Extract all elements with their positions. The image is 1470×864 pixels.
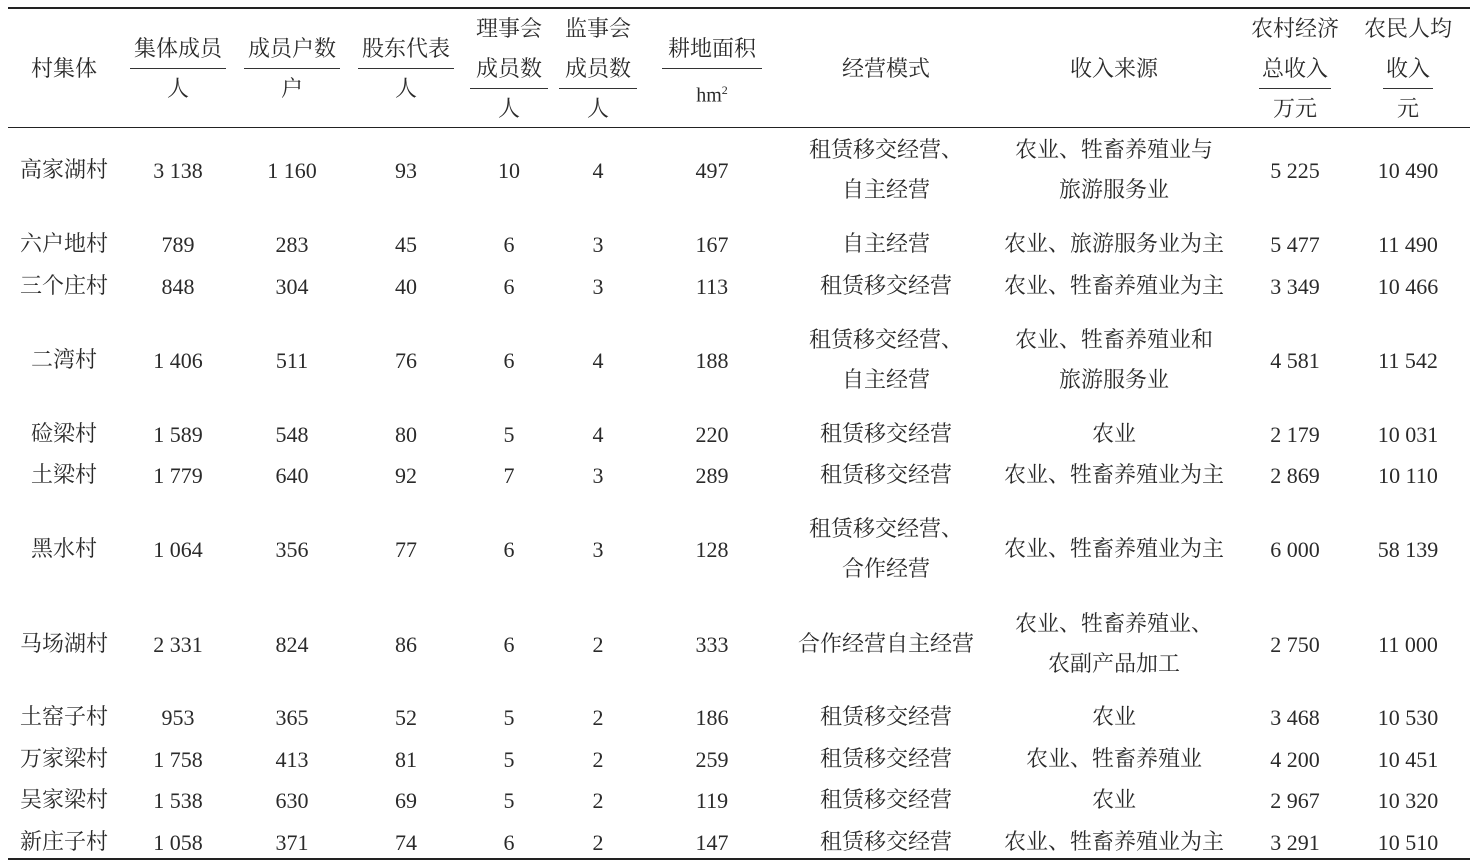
cell-mode: 自主经营 — [841, 232, 930, 257]
cell-mode: 租赁移交经营 — [819, 747, 952, 772]
cell-village: 土窑子村 — [19, 705, 108, 730]
cell-members: 2 331 — [153, 632, 203, 657]
cell-supervisors: 4 — [592, 348, 604, 373]
cell-econ: 3 468 — [1270, 705, 1320, 730]
cell-percap: 11 490 — [1378, 232, 1438, 257]
header-land: 耕地面积 — [667, 37, 756, 62]
cell-income: 农业、牲畜养殖业为主 — [1003, 537, 1224, 562]
header-percap-unit-rule — [1383, 88, 1433, 89]
header-percap-line2: 收入 — [1385, 57, 1430, 82]
cell-percap: 10 490 — [1377, 158, 1439, 183]
cell-reps: 92 — [395, 463, 417, 488]
cell-income: 农业、牲畜养殖业和 — [1014, 328, 1213, 353]
cell-income: 农副产品加工 — [1047, 652, 1180, 677]
cell-village: 三个庄村 — [19, 274, 108, 299]
header-land-unit-rule — [662, 68, 762, 69]
cell-supervisors: 2 — [592, 747, 604, 772]
cell-percap: 10 031 — [1377, 422, 1439, 447]
cell-income: 农业 — [1091, 705, 1136, 730]
cell-village: 黑水村 — [30, 537, 97, 562]
header-members: 集体成员 — [133, 37, 222, 62]
cell-mode: 租赁移交经营 — [819, 463, 952, 488]
header-households-unit: 户 — [280, 77, 303, 102]
cell-households: 371 — [275, 830, 309, 855]
cell-council: 5 — [503, 705, 515, 730]
cell-reps: 40 — [395, 274, 417, 299]
cell-income: 农业、牲畜养殖业为主 — [1003, 463, 1224, 488]
cell-income: 农业、牲畜养殖业、 — [1014, 612, 1213, 637]
cell-supervisors: 2 — [592, 830, 604, 855]
cell-mode: 租赁移交经营、 — [808, 328, 963, 353]
cell-percap: 11 000 — [1378, 632, 1438, 657]
cell-reps: 74 — [395, 830, 417, 855]
cell-members: 1 589 — [153, 422, 203, 447]
cell-land: 128 — [695, 537, 729, 562]
cell-households: 1 160 — [267, 158, 317, 183]
cell-households: 283 — [275, 232, 309, 257]
header-supervisors-unit-rule — [559, 88, 637, 89]
cell-council: 6 — [503, 348, 515, 373]
header-econ-unit-rule — [1259, 88, 1331, 89]
header-supervisors: 监事会 — [564, 17, 631, 42]
cell-income: 农业 — [1091, 788, 1136, 813]
cell-supervisors: 4 — [592, 422, 604, 447]
cell-mode: 自主经营 — [841, 368, 930, 393]
cell-supervisors: 3 — [592, 537, 604, 562]
cell-members: 1 064 — [153, 537, 203, 562]
cell-supervisors: 2 — [592, 705, 604, 730]
cell-village: 马场湖村 — [19, 632, 108, 657]
cell-econ: 2 967 — [1270, 788, 1320, 813]
cell-land: 147 — [695, 830, 729, 855]
cell-households: 548 — [275, 422, 309, 447]
cell-reps: 80 — [395, 422, 417, 447]
cell-reps: 86 — [395, 632, 417, 657]
header-supervisors-line2: 成员数 — [564, 57, 631, 82]
cell-reps: 76 — [395, 348, 417, 373]
cell-percap: 10 466 — [1377, 274, 1439, 299]
cell-reps: 45 — [395, 232, 417, 257]
cell-reps: 77 — [395, 537, 417, 562]
cell-supervisors: 3 — [592, 232, 604, 257]
header-econ-line2: 总收入 — [1261, 57, 1328, 82]
cell-mode: 自主经营 — [841, 178, 930, 203]
cell-members: 1 779 — [153, 463, 203, 488]
header-reps-unit: 人 — [394, 77, 417, 102]
cell-econ: 6 000 — [1270, 537, 1320, 562]
cell-income: 农业、牲畜养殖业与 — [1014, 138, 1213, 163]
cell-mode: 租赁移交经营 — [819, 422, 952, 447]
cell-econ: 3 291 — [1270, 830, 1320, 855]
header-land-unit-sup: 2 — [721, 83, 728, 97]
cell-households: 413 — [275, 747, 309, 772]
cell-village: 土梁村 — [30, 463, 97, 488]
cell-households: 365 — [275, 705, 309, 730]
cell-supervisors: 3 — [592, 274, 604, 299]
cell-econ: 4 581 — [1270, 348, 1320, 373]
header-reps: 股东代表 — [361, 37, 450, 62]
cell-land: 220 — [695, 422, 729, 447]
cell-land: 188 — [695, 348, 729, 373]
cell-reps: 93 — [395, 158, 417, 183]
cell-reps: 52 — [395, 705, 417, 730]
cell-supervisors: 2 — [592, 632, 604, 657]
header-econ: 农村经济 — [1250, 17, 1339, 42]
cell-village: 吴家梁村 — [19, 788, 108, 813]
cell-land: 167 — [695, 232, 729, 257]
cell-members: 789 — [161, 232, 195, 257]
cell-income: 农业、牲畜养殖业为主 — [1003, 274, 1224, 299]
cell-percap: 10 110 — [1378, 463, 1438, 488]
cell-land: 289 — [695, 463, 729, 488]
cell-members: 1 406 — [153, 348, 203, 373]
cell-council: 10 — [498, 158, 520, 183]
cell-income: 旅游服务业 — [1058, 178, 1169, 203]
cell-mode: 租赁移交经营 — [819, 788, 952, 813]
cell-members: 953 — [161, 705, 195, 730]
cell-council: 6 — [503, 632, 515, 657]
cell-households: 824 — [275, 632, 309, 657]
cell-households: 304 — [275, 274, 309, 299]
header-members-unit: 人 — [166, 77, 189, 102]
cell-mode: 租赁移交经营 — [819, 705, 952, 730]
header-land-unit-base: hm — [696, 84, 722, 107]
cell-council: 5 — [503, 422, 515, 447]
header-council-unit-rule — [470, 88, 548, 89]
cell-econ: 5 225 — [1270, 158, 1320, 183]
cell-land: 497 — [695, 158, 729, 183]
cell-supervisors: 4 — [592, 158, 604, 183]
cell-econ: 2 750 — [1270, 632, 1320, 657]
cell-percap: 11 542 — [1378, 348, 1438, 373]
cell-income: 农业、旅游服务业为主 — [1003, 232, 1224, 257]
cell-land: 259 — [695, 747, 729, 772]
cell-council: 6 — [503, 232, 515, 257]
header-land-unit — [655, 70, 769, 116]
cell-income: 农业、牲畜养殖业为主 — [1003, 830, 1224, 855]
cell-council: 6 — [503, 274, 515, 299]
cell-percap: 10 510 — [1377, 830, 1439, 855]
header-council: 理事会 — [475, 17, 542, 42]
cell-village: 高家湖村 — [19, 158, 108, 183]
cell-mode: 租赁移交经营 — [819, 274, 952, 299]
cell-households: 640 — [275, 463, 309, 488]
cell-supervisors: 3 — [592, 463, 604, 488]
cell-income: 农业、牲畜养殖业 — [1025, 747, 1202, 772]
header-members-unit-rule — [130, 68, 226, 69]
header-households-unit-rule — [244, 68, 340, 69]
cell-mode: 合作经营自主经营 — [797, 632, 974, 657]
cell-income: 农业 — [1091, 422, 1136, 447]
cell-village: 万家梁村 — [19, 747, 108, 772]
cell-percap: 10 451 — [1377, 747, 1439, 772]
cell-econ: 3 349 — [1270, 274, 1320, 299]
cell-village: 六户地村 — [19, 232, 108, 257]
cell-village: 二湾村 — [30, 348, 97, 373]
cell-econ: 4 200 — [1270, 747, 1320, 772]
header-council-line2: 成员数 — [475, 57, 542, 82]
cell-households: 511 — [275, 348, 309, 373]
cell-land: 333 — [695, 632, 729, 657]
cell-members: 1 538 — [153, 788, 203, 813]
cell-council: 5 — [503, 788, 515, 813]
header-percap-unit: 元 — [1396, 97, 1419, 122]
cell-mode: 租赁移交经营、 — [808, 517, 963, 542]
cell-members: 3 138 — [153, 158, 203, 183]
header-supervisors-unit: 人 — [586, 97, 609, 122]
cell-mode: 合作经营 — [841, 557, 930, 582]
cell-econ: 2 179 — [1270, 422, 1320, 447]
cell-econ: 5 477 — [1270, 232, 1320, 257]
cell-council: 7 — [503, 463, 515, 488]
cell-households: 356 — [275, 537, 309, 562]
cell-land: 186 — [695, 705, 729, 730]
cell-members: 1 758 — [153, 747, 203, 772]
header-council-unit: 人 — [497, 97, 520, 122]
header-percap: 农民人均 — [1363, 17, 1452, 42]
cell-council: 6 — [503, 537, 515, 562]
cell-village: 新庄子村 — [19, 830, 108, 855]
cell-members: 1 058 — [153, 830, 203, 855]
cell-members: 848 — [161, 274, 195, 299]
cell-reps: 81 — [395, 747, 417, 772]
cell-mode: 租赁移交经营、 — [808, 138, 963, 163]
cell-econ: 2 869 — [1270, 463, 1320, 488]
cell-land: 119 — [695, 788, 729, 813]
header-mode: 经营模式 — [841, 57, 930, 82]
cell-land: 113 — [695, 274, 729, 299]
header-households: 成员户数 — [247, 37, 336, 62]
cell-percap: 10 320 — [1377, 788, 1439, 813]
header-income-source: 收入来源 — [1069, 57, 1158, 82]
cell-village: 硷梁村 — [30, 422, 97, 447]
cell-supervisors: 2 — [592, 788, 604, 813]
header-village: 村集体 — [30, 57, 97, 82]
header-econ-unit: 万元 — [1272, 97, 1317, 122]
cell-income: 旅游服务业 — [1058, 368, 1169, 393]
cell-council: 5 — [503, 747, 515, 772]
cell-percap: 58 139 — [1377, 537, 1439, 562]
cell-council: 6 — [503, 830, 515, 855]
header-reps-unit-rule — [358, 68, 454, 69]
cell-reps: 69 — [395, 788, 417, 813]
cell-households: 630 — [275, 788, 309, 813]
cell-mode: 租赁移交经营 — [819, 830, 952, 855]
table-top-rule — [8, 7, 1470, 9]
cell-percap: 10 530 — [1377, 705, 1439, 730]
